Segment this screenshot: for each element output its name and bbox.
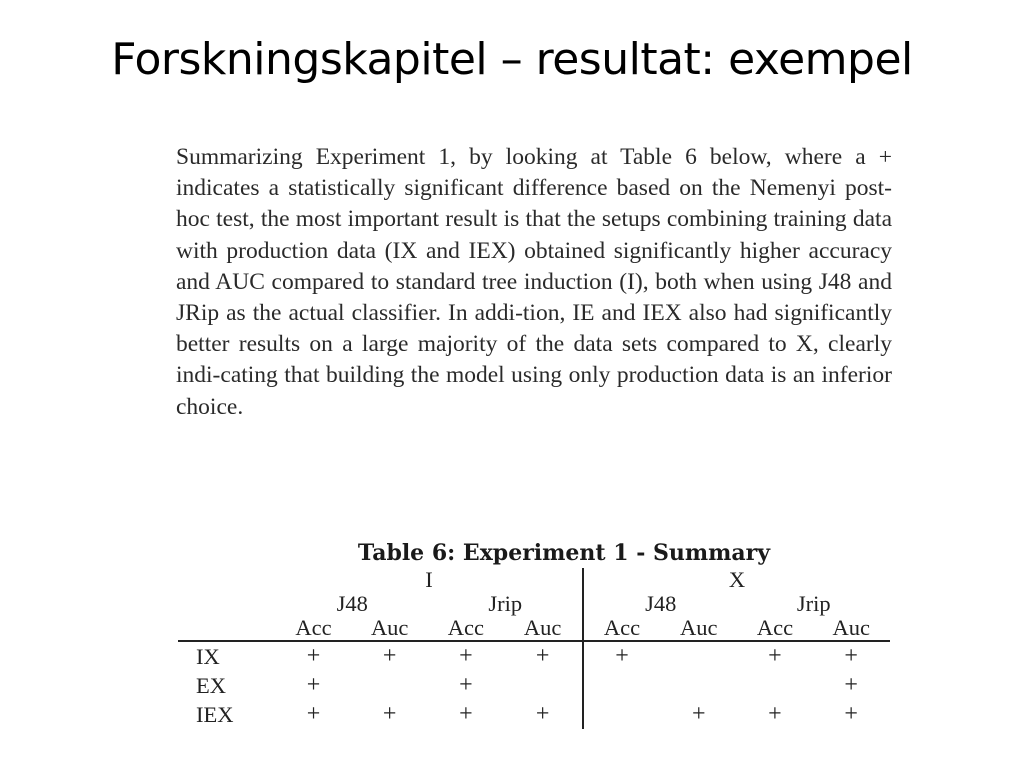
table-caption: Table 6: Experiment 1 - Summary — [357, 540, 771, 566]
metric-header: Auc — [351, 616, 429, 641]
table-cell — [351, 671, 429, 700]
row-label: EX — [196, 673, 226, 698]
table-cell — [583, 671, 660, 700]
table-cell: + — [503, 641, 583, 671]
table-row — [178, 641, 890, 671]
table-classifier-header-row — [178, 592, 890, 616]
table-cell — [583, 700, 660, 729]
metric-header: Auc — [812, 616, 890, 641]
table-cell: + — [382, 701, 397, 727]
table-cell: + — [615, 643, 629, 669]
table-cell: + — [459, 701, 473, 727]
table-cell — [503, 671, 583, 700]
group-header-i: I — [276, 568, 583, 592]
classifier-header: Jrip — [796, 591, 831, 616]
table-cell: + — [844, 643, 858, 669]
table-row — [178, 700, 890, 729]
table-row — [178, 671, 890, 700]
metric-header: Auc — [503, 616, 583, 641]
group-header-x: X — [728, 567, 746, 592]
table-cell: + — [459, 643, 473, 669]
table-cell: + — [844, 701, 858, 727]
classifier-header: J48 — [645, 591, 677, 616]
table-cell — [660, 641, 738, 671]
table-cell — [737, 671, 812, 700]
table-cell — [660, 671, 738, 700]
table-group-header-row — [178, 568, 890, 592]
table-cell: + — [306, 643, 321, 669]
metric-header: Acc — [583, 616, 660, 641]
results-table — [178, 568, 890, 729]
table-cell: + — [306, 701, 321, 727]
metric-header: Acc — [276, 616, 351, 641]
table-cell: + — [382, 643, 397, 669]
slide-title: Forskningskapitel – resultat: exempel — [111, 34, 913, 85]
classifier-header: Jrip — [428, 592, 583, 616]
table-cell: + — [459, 672, 473, 698]
table-cell: + — [503, 700, 583, 729]
table-cell: + — [844, 672, 858, 698]
table-metric-header-row — [178, 616, 890, 641]
row-label: IEX — [196, 702, 234, 727]
results-table-block — [178, 538, 890, 729]
table-cell: + — [768, 643, 782, 669]
metric-header: Acc — [737, 616, 812, 641]
body-paragraph: Summarizing Experiment 1, by looking at Table 6 below, where a + indicates a statistically significant difference based on the Nemenyi post-hoc test, the most important result is that the setups combining training data with production data (IX and IEX) obtained significantly higher accuracy and AUC compared to standard tree induction (I), both when using J48 and JRip as the actual classifier. In addi-tion, IE and IEX also had significantly better results on a large majority of the data sets compared to X, clearly indi-cating that building the model using only production data is an inferior choice. — [176, 144, 892, 420]
metric-header: Auc — [660, 616, 738, 641]
row-label: IX — [196, 644, 220, 669]
table-cell: + — [691, 701, 706, 727]
classifier-header: J48 — [336, 591, 368, 616]
metric-header: Acc — [428, 616, 503, 641]
table-cell: + — [306, 672, 321, 698]
table-cell: + — [768, 701, 782, 727]
